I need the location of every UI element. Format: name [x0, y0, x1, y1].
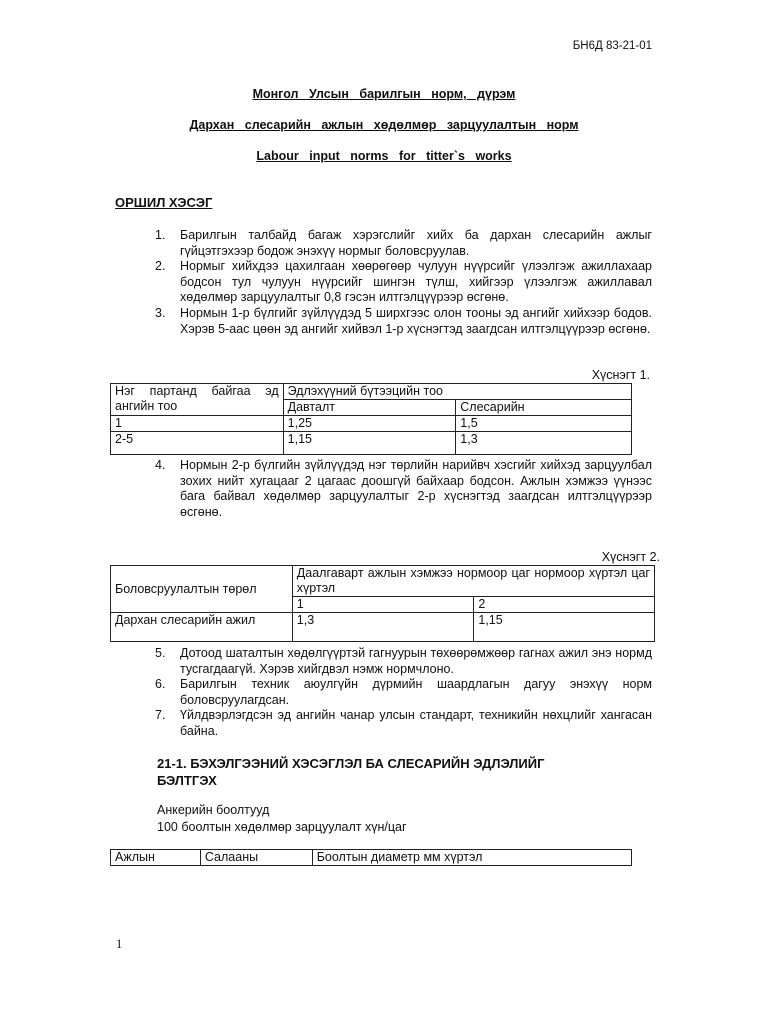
list-item: 4. Нормын 2-р бүлгийн зүйлүүдэд нэг төрлийн нарийвч хэсгийг хийхэд зарцуулбал зохих нийт хугацааг 2 цагаас доошгүй байхаар бодсон. Ажлын хэмжээ үүнээс бага байвал хөдөлмөр зарцуулалтыг 2-р хүснэгтэд заагдсан илтгэлцүүрээр өсгөнө. — [155, 458, 652, 519]
title-norm: Дархан слесарийн ажлын хөдөлмөр зарцуулалтын норм — [189, 118, 579, 132]
title-standard: Монгол Улсын барилгын норм, дүрэм — [252, 87, 516, 101]
table-3 — [110, 849, 632, 866]
table-row: Дархан слесарийн ажил 1,3 1,15 — [111, 613, 655, 642]
page-number: 1 — [116, 937, 123, 951]
table2-caption: Хүснэгт 2. — [601, 550, 660, 564]
table1-subheader: Давталт — [283, 400, 456, 416]
title-english: Labour input norms for titter`s works — [256, 149, 512, 163]
subsection-unit: 100 боолтын хөдөлмөр зарцуулалт хүн/цаг — [157, 820, 407, 834]
list-item: 5. Дотоод шаталтын хөдөлгүүртэй гагнуурын төхөөрөмжөөр гагнах ажил энэ нормд тусгагдаагүй. Хэрэв хийгдвэл нэмж нормчлоно. — [155, 646, 652, 676]
intro-list-b — [155, 646, 652, 740]
table1-subheader: Слесарийн — [456, 400, 632, 416]
table-row: Ажлын Салааны Боолтын диаметр мм хүртэл — [111, 850, 632, 866]
table1-group-header: Эдлэхүүний бүтээцийн тоо — [283, 384, 631, 400]
table2-col1-header: Боловсруулалтын төрөл — [111, 566, 293, 613]
list-item: 2. Нормыг хийхдээ цахилгаан хөөрөгөөр чулуун нүүрсийг үлээлгэж ажиллахаар бодсон тул чулуун нүүрсийг шингэн түлш, хийгээр үлээлгэж ажиллавал хөдөлмөр зарцуулалтыг 0,8 гэсэн илтгэлцүүрээр өсгөнө. — [155, 259, 652, 305]
table1-col1-header: Нэг партанд байгаа эд ангийн тоо — [111, 384, 284, 416]
list-item: 1. Барилгын талбайд багаж хэрэгслийг хийх ба дархан слесарийн ажлыг гүйцэтгэхээр бодож энэхүү нормыг боловсруулав. — [155, 228, 652, 258]
section-heading: ОРШИЛ ХЭСЭГ — [115, 195, 213, 210]
document-code: БН6Д 83-21-01 — [572, 40, 652, 52]
subsection-subtitle: Анкерийн боолтууд — [157, 803, 270, 817]
table2-subheader: 1 — [292, 597, 474, 613]
list-item: 3. Нормын 1-р бүлгийг зүйлүүдэд 5 ширхгээс олон тооны эд ангийг хийхээр бодов. Хэрэв 5-аас цөөн эд ангийг хийвэл 1-р хүснэгтэд заагдсан илтгэлцүүрээр өсгөнө. — [155, 305, 652, 336]
table2-subheader: 2 — [474, 597, 655, 613]
table2-group-header: Даалгаварт ажлын хэмжээ нормоор цаг нормоор хүртэл цаг хүртэл — [292, 566, 654, 597]
table-row: 2-5 1,15 1,3 — [111, 432, 632, 455]
table-2 — [110, 565, 655, 642]
intro-list-a — [155, 228, 652, 337]
intro-list-4 — [155, 458, 652, 520]
table-1 — [110, 383, 632, 455]
table-row: 1 1,25 1,5 — [111, 416, 632, 432]
list-item: 7. Үйлдвэрлэгдсэн эд ангийн чанар улсын стандарт, техникийн нөхцлийг хангасан байна. — [155, 708, 652, 738]
list-item: 6. Барилгын техник аюулгүйн дүрмийн шаардлагын дагуу энэхүү норм боловсруулагдсан. — [155, 677, 652, 707]
table1-caption: Хүснэгт 1. — [591, 368, 650, 382]
subsection-heading: 21-1. БЭХЭЛГЭЭНИЙ ХЭСЭГЛЭЛ БА СЛЕСАРИЙН ЭДЛЭЛИЙГ БЭЛТГЭХ — [157, 756, 545, 788]
